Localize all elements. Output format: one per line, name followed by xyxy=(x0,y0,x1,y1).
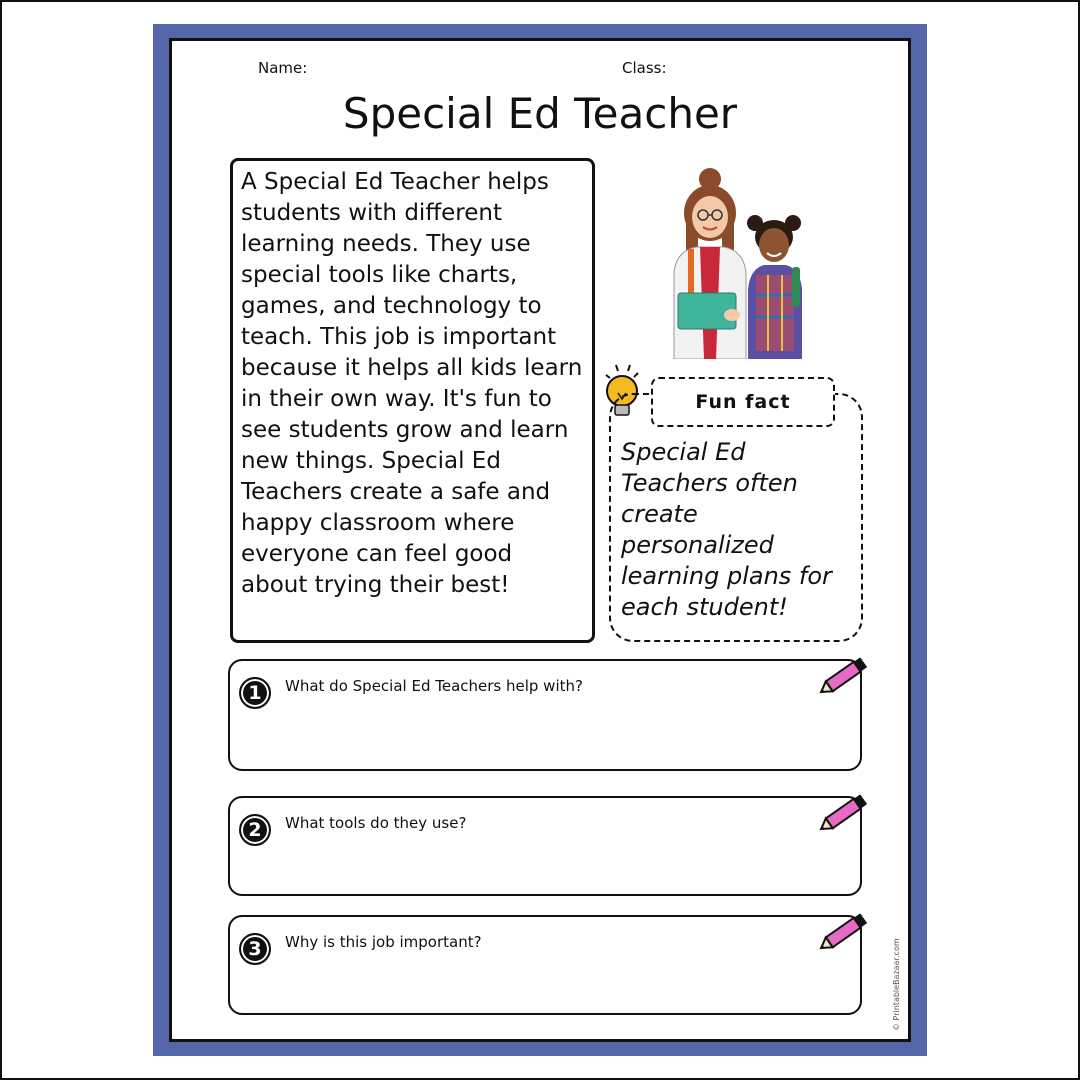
page-title: Special Ed Teacher xyxy=(342,89,738,138)
question-text-3: Why is this job important? xyxy=(285,933,482,951)
copyright-text: © PrintableBazaar.com xyxy=(892,938,901,1031)
reading-passage-box xyxy=(230,158,595,643)
worksheet-page xyxy=(169,38,911,1042)
pencil-icon xyxy=(816,907,872,957)
fun-fact-text: Special Ed Teachers often create personalized learning plans for each student! xyxy=(621,438,832,621)
pencil-icon xyxy=(816,788,872,838)
question-box-2[interactable] xyxy=(228,796,862,896)
question-number-3: 3 xyxy=(239,933,271,965)
question-text-1: What do Special Ed Teachers help with? xyxy=(285,677,583,695)
fun-fact-label: Fun fact xyxy=(651,377,835,427)
question-box-3[interactable] xyxy=(228,915,862,1015)
question-text-2: What tools do they use? xyxy=(285,814,467,832)
question-box-1[interactable] xyxy=(228,659,862,771)
class-label: Class: xyxy=(622,59,667,77)
teacher-student-illustration xyxy=(652,165,817,359)
name-label: Name: xyxy=(258,59,308,77)
reading-passage: A Special Ed Teacher helps students with different learning needs. They use special tools like charts, games, and technology to teach. This job is important because it helps all kids learn in their own way. It's fun to see students grow and learn new things. Special Ed Teachers create a safe and happy classroom where everyone can feel good about trying their best! xyxy=(241,169,583,598)
question-number-1: 1 xyxy=(239,677,271,709)
question-number-2: 2 xyxy=(239,814,271,846)
pencil-icon xyxy=(816,651,872,701)
